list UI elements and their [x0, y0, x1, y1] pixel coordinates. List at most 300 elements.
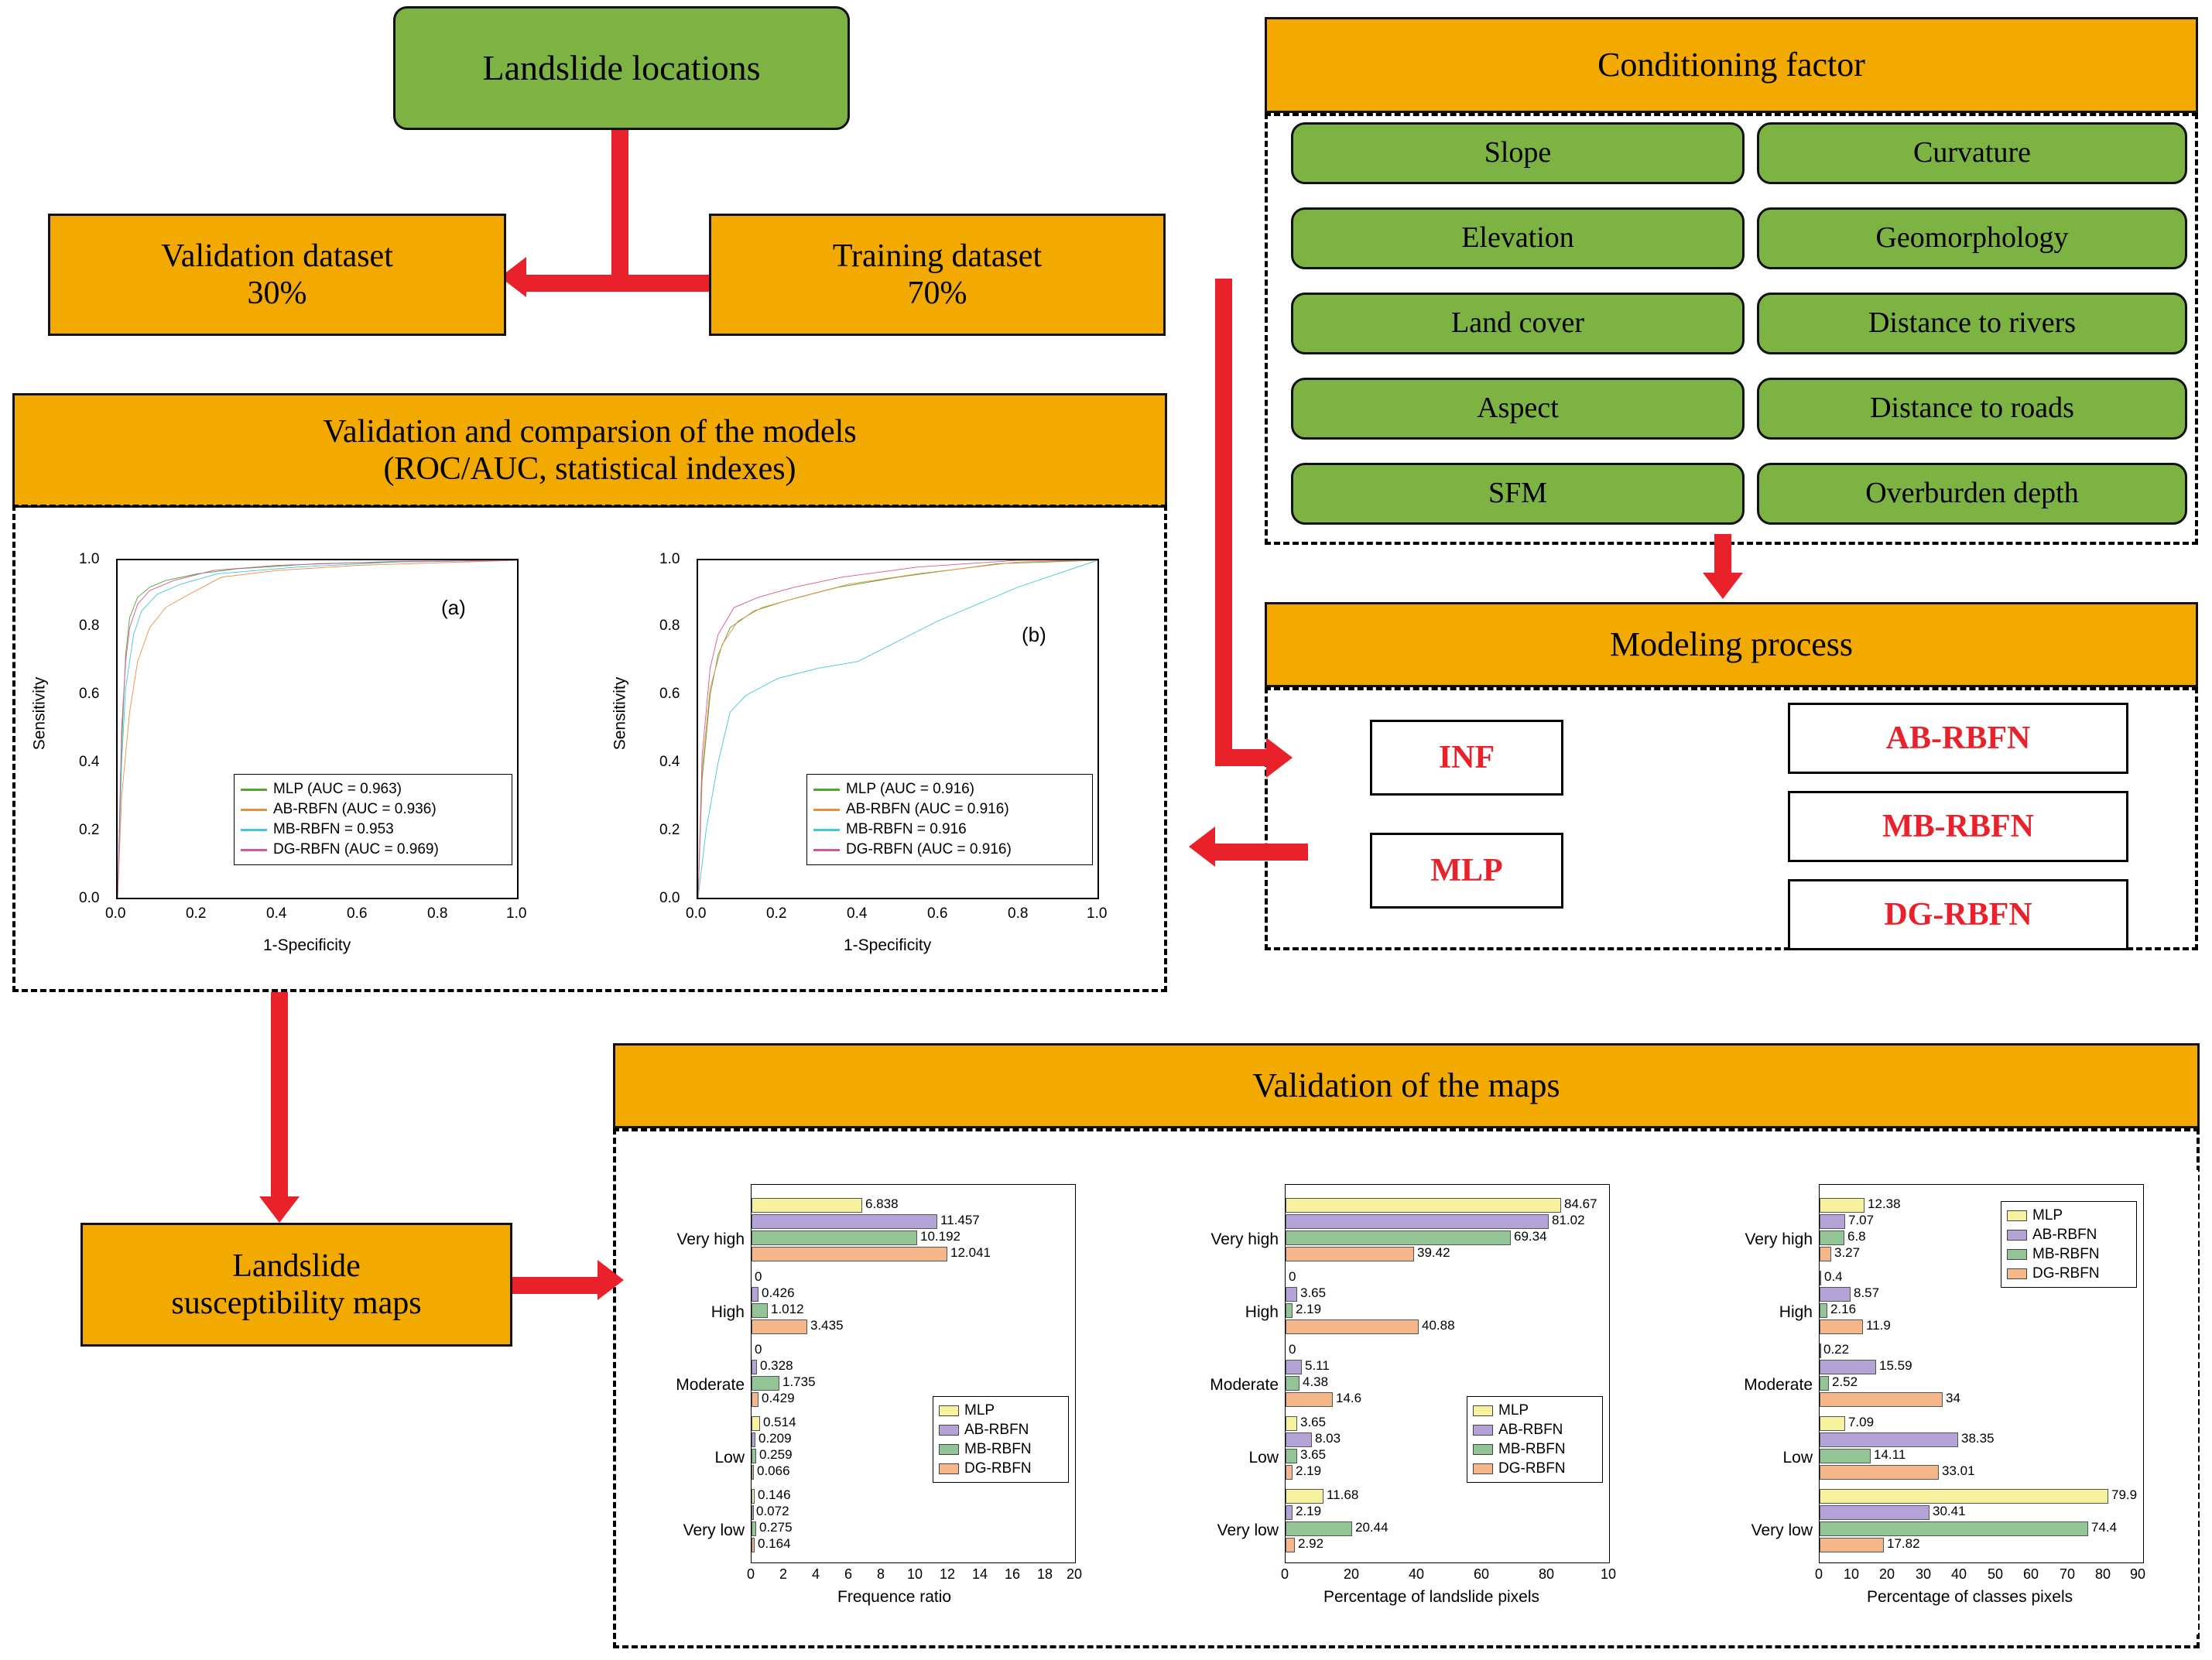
xtick: 20: [1879, 1566, 1895, 1582]
bar-dg: [752, 1247, 947, 1261]
legend-item: [939, 1401, 1063, 1420]
bar-value: 2.19: [1296, 1302, 1322, 1316]
legend-item: [813, 799, 1086, 820]
chart-classes-pixels: [1703, 1170, 2198, 1634]
bar-value: 0.164: [758, 1536, 791, 1551]
roc-b-xtick-2: 0.4: [847, 905, 868, 922]
legend-swatch-ab: [1473, 1425, 1493, 1436]
frequence-ratio-xlabel: Frequence ratio: [837, 1588, 952, 1606]
xtick: 0: [1281, 1566, 1289, 1582]
factor-aspect[interactable]: [1291, 378, 1745, 440]
bar-value: 3.435: [810, 1318, 844, 1333]
bar-ab: [752, 1432, 755, 1447]
factor-label: Elevation: [1461, 221, 1574, 255]
validation-comparison-line2: (ROC/AUC, statistical indexes): [383, 451, 796, 487]
arrowhead-training-to-modeling: [1266, 738, 1293, 778]
bar-value: 1.012: [771, 1302, 804, 1316]
bar-mlp: [1286, 1198, 1561, 1213]
training-dataset-pct: 70%: [907, 276, 967, 311]
bar-value: 0.259: [759, 1447, 793, 1462]
legend-swatch-dg: [241, 849, 267, 851]
model-inf[interactable]: [1370, 720, 1563, 796]
bar-value: 0: [755, 1342, 762, 1357]
bar-mb: [1820, 1303, 1827, 1318]
bar-mb: [1286, 1449, 1297, 1463]
xtick: 10: [1601, 1566, 1617, 1582]
roc-a-xtick-0: 0.0: [105, 905, 126, 922]
bar-ab: [1286, 1287, 1297, 1302]
factor-label: SFM: [1488, 477, 1548, 510]
node-training-dataset[interactable]: [709, 214, 1166, 336]
susceptibility-maps-line1: Landslide: [232, 1248, 361, 1284]
roc-a-panel-letter: (a): [441, 596, 466, 619]
bar-dg: [752, 1319, 807, 1334]
legend-label-mlp: MLP: [964, 1402, 995, 1419]
model-mb-rbfn[interactable]: [1788, 791, 2128, 862]
bar-value: 81.02: [1552, 1213, 1585, 1227]
xtick: 0: [747, 1566, 755, 1582]
xtick: 90: [2130, 1566, 2146, 1582]
arrow-modeling-to-validation: [1214, 844, 1308, 861]
bar-ab: [752, 1505, 754, 1520]
bar-value: 0.22: [1823, 1342, 1850, 1357]
legend-swatch-mb: [2007, 1249, 2027, 1260]
legend-label-ab: AB-RBFN (AUC = 0.936): [273, 801, 437, 817]
bar-mb: [752, 1230, 917, 1245]
bar-mb: [752, 1521, 756, 1536]
bar-mb: [752, 1303, 768, 1318]
legend-item: [2007, 1264, 2131, 1283]
bar-value: 33.01: [1942, 1463, 1975, 1478]
cat-label-very-high: Very high: [676, 1230, 745, 1248]
validation-dataset-pct: 30%: [247, 276, 307, 311]
legend-item: [939, 1420, 1063, 1439]
bar-value: 7.07: [1848, 1213, 1875, 1227]
legend-label-mb: MB-RBFN = 0.916: [846, 821, 967, 837]
landslide-locations-label: Landslide locations: [482, 47, 761, 87]
bar-value: 0.328: [760, 1358, 793, 1373]
legend-label-dg: DG-RBFN (AUC = 0.916): [846, 841, 1012, 857]
bar-dg: [1820, 1247, 1831, 1261]
roc-a-ytick-4: 0.8: [79, 618, 100, 634]
bar-mb: [1286, 1303, 1293, 1318]
frequence-ratio-legend: [933, 1396, 1069, 1483]
legend-swatch-mlp: [939, 1405, 959, 1416]
legend-label-mb: MB-RBFN: [2032, 1245, 2100, 1262]
xtick: 12: [940, 1566, 956, 1582]
roc-b-ytick-3: 0.6: [659, 686, 680, 702]
model-ab-rbfn[interactable]: [1788, 703, 2128, 774]
roc-b-xtick-1: 0.2: [766, 905, 787, 922]
legend-label-ab: AB-RBFN: [1498, 1421, 1563, 1438]
roc-a-xlabel: 1-Specificity: [263, 936, 351, 954]
roc-chart-a: [31, 542, 565, 983]
node-landslide-susceptibility-maps[interactable]: [80, 1223, 512, 1347]
bar-value: 0.146: [758, 1487, 791, 1502]
bar-ab: [752, 1214, 937, 1229]
factor-label: Geomorphology: [1875, 221, 2069, 255]
bar-ab: [752, 1287, 758, 1302]
node-validation-comparison[interactable]: [12, 393, 1167, 508]
bar-mb: [1286, 1521, 1352, 1536]
legend-item: [1473, 1420, 1597, 1439]
bar-value: 84.67: [1564, 1196, 1597, 1211]
legend-swatch-mb: [939, 1444, 959, 1455]
bar-value: 0: [1289, 1342, 1296, 1357]
legend-label-mb: MB-RBFN: [1498, 1440, 1566, 1457]
legend-item: [939, 1459, 1063, 1478]
validation-dataset-label: Validation dataset: [161, 238, 393, 274]
legend-label-dg: DG-RBFN: [2032, 1265, 2100, 1282]
factor-distance-to-roads[interactable]: [1757, 378, 2187, 440]
bar-mb: [752, 1449, 756, 1463]
bar-mb: [1820, 1449, 1871, 1463]
xtick: 80: [2095, 1566, 2111, 1582]
roc-a-xtick-1: 0.2: [186, 905, 207, 922]
roc-b-xtick-0: 0.0: [686, 905, 707, 922]
factor-elevation[interactable]: [1291, 207, 1745, 269]
xtick: 18: [1037, 1566, 1053, 1582]
bar-ab: [1286, 1505, 1293, 1520]
bar-value: 2.19: [1296, 1504, 1322, 1518]
cat-label-low: Low: [714, 1449, 745, 1467]
cat-label-very-low: Very low: [683, 1521, 745, 1539]
bar-mlp: [1286, 1489, 1323, 1504]
legend-item: [241, 779, 505, 799]
bar-value: 0: [1289, 1269, 1296, 1284]
factor-curvature[interactable]: [1757, 122, 2187, 184]
legend-swatch-ab: [2007, 1230, 2027, 1241]
roc-b-ytick-0: 0.0: [659, 890, 680, 906]
bar-mb: [1820, 1376, 1829, 1391]
roc-a-xtick-3: 0.6: [347, 905, 368, 922]
bar-mlp: [1820, 1416, 1845, 1431]
model-label: MLP: [1430, 852, 1503, 888]
factor-label: Distance to roads: [1870, 392, 2074, 425]
bar-value: 6.8: [1847, 1229, 1866, 1244]
model-label: INF: [1438, 739, 1495, 775]
legend-item: [813, 779, 1086, 799]
legend-item: [241, 840, 505, 860]
roc-chart-b: [611, 542, 1145, 983]
model-dg-rbfn[interactable]: [1788, 879, 2128, 950]
roc-b-xtick-3: 0.6: [927, 905, 948, 922]
xtick: 10: [1844, 1566, 1860, 1582]
legend-label-ab: AB-RBFN: [2032, 1226, 2097, 1243]
legend-label-mlp: MLP (AUC = 0.916): [846, 781, 974, 797]
bar-dg: [1820, 1319, 1863, 1334]
cat-label-moderate: Moderate: [1210, 1376, 1279, 1394]
bar-mlp: [752, 1416, 760, 1431]
bar-ab: [1820, 1505, 1930, 1520]
bar-ab: [1820, 1287, 1851, 1302]
classes-pixels-legend: [2001, 1201, 2137, 1288]
roc-b-panel-letter: (b): [1022, 623, 1046, 646]
bar-value: 0.072: [756, 1504, 789, 1518]
bar-mlp: [1820, 1343, 1821, 1358]
arrow-locations-down: [611, 130, 628, 285]
cat-label-very-low: Very low: [1751, 1521, 1813, 1539]
bar-value: 0.066: [757, 1463, 790, 1478]
roc-a-ytick-3: 0.6: [79, 686, 100, 702]
cat-label-high: High: [711, 1303, 745, 1321]
bar-mlp: [1820, 1198, 1864, 1213]
bar-mlp: [1820, 1489, 2108, 1504]
bar-value: 3.27: [1834, 1245, 1861, 1260]
xtick: 8: [877, 1566, 885, 1582]
bar-value: 0.209: [758, 1431, 792, 1446]
bar-value: 34: [1946, 1391, 1960, 1405]
bar-value: 17.82: [1887, 1536, 1920, 1551]
bar-dg: [752, 1392, 758, 1407]
xtick: 14: [972, 1566, 988, 1582]
validation-comparison-line1: Validation and comparsion of the models: [323, 413, 857, 450]
bar-value: 8.03: [1315, 1431, 1341, 1446]
roc-a-ytick-0: 0.0: [79, 890, 100, 906]
bar-value: 12.041: [950, 1245, 991, 1260]
xtick: 40: [1409, 1566, 1425, 1582]
legend-label-mlp: MLP: [1498, 1402, 1529, 1419]
bar-dg: [1820, 1392, 1943, 1407]
bar-value: 12.38: [1868, 1196, 1901, 1211]
bar-value: 14.6: [1336, 1391, 1362, 1405]
bar-value: 0.4: [1824, 1269, 1843, 1284]
bar-value: 3.65: [1300, 1285, 1327, 1300]
legend-swatch-dg: [813, 849, 840, 851]
bar-value: 15.59: [1879, 1358, 1912, 1373]
arrowhead-factors-to-modeling: [1703, 573, 1743, 599]
cat-label-very-high: Very high: [1745, 1230, 1813, 1248]
legend-swatch-dg: [2007, 1268, 2027, 1279]
legend-item: [1473, 1401, 1597, 1420]
roc-b-xlabel: 1-Specificity: [844, 936, 932, 954]
roc-b-ylabel: Sensitivity: [611, 676, 629, 751]
legend-swatch-mlp: [2007, 1210, 2027, 1221]
bar-value: 5.11: [1305, 1358, 1330, 1373]
bar-ab: [1820, 1432, 1958, 1447]
bar-value: 4.38: [1303, 1374, 1329, 1389]
legend-label-mlp: MLP (AUC = 0.963): [273, 781, 402, 797]
factor-overburden-depth[interactable]: [1757, 463, 2187, 525]
bar-ab: [1286, 1432, 1312, 1447]
cat-label-very-high: Very high: [1210, 1230, 1279, 1248]
xtick: 2: [779, 1566, 788, 1582]
cat-label-high: High: [1779, 1303, 1813, 1321]
cat-label-moderate: Moderate: [676, 1376, 745, 1394]
bar-value: 1.735: [782, 1374, 816, 1389]
bar-mb: [1286, 1230, 1511, 1245]
model-label: AB-RBFN: [1885, 720, 2031, 756]
arrow-maps-to-validation: [512, 1277, 605, 1294]
conditioning-factor-label: Conditioning factor: [1597, 45, 1865, 84]
legend-label-dg: DG-RBFN: [1498, 1460, 1566, 1477]
bar-value: 2.92: [1298, 1536, 1324, 1551]
node-modeling-process-header[interactable]: [1265, 602, 2198, 687]
xtick: 20: [1344, 1566, 1360, 1582]
roc-a-xtick-2: 0.4: [266, 905, 287, 922]
bar-value: 0.429: [762, 1391, 795, 1405]
xtick: 4: [812, 1566, 820, 1582]
roc-a-ytick-2: 0.4: [79, 754, 100, 770]
validation-maps-label: Validation of the maps: [1252, 1066, 1560, 1104]
bar-value: 7.09: [1848, 1415, 1875, 1429]
cat-label-moderate: Moderate: [1744, 1376, 1813, 1394]
legend-item: [241, 820, 505, 840]
legend-swatch-mb: [1473, 1444, 1493, 1455]
bar-value: 79.9: [2111, 1487, 2138, 1502]
bar-dg: [1286, 1247, 1414, 1261]
legend-label-dg: DG-RBFN: [964, 1460, 1032, 1477]
factor-slope[interactable]: [1291, 122, 1745, 184]
xtick: 50: [1988, 1566, 2004, 1582]
legend-label-dg: DG-RBFN (AUC = 0.969): [273, 841, 439, 857]
bar-value: 39.42: [1417, 1245, 1450, 1260]
bar-ab: [1286, 1214, 1549, 1229]
bar-value: 69.34: [1514, 1229, 1547, 1244]
legend-swatch-ab: [241, 809, 267, 811]
bar-value: 0.275: [759, 1520, 793, 1535]
legend-item: [1473, 1439, 1597, 1459]
legend-item: [1473, 1459, 1597, 1478]
bar-value: 11.457: [940, 1213, 980, 1227]
legend-swatch-mb: [813, 829, 840, 831]
xtick: 20: [1067, 1566, 1083, 1582]
factor-distance-to-rivers[interactable]: [1757, 293, 2187, 354]
xtick: 6: [844, 1566, 853, 1582]
bar-dg: [752, 1465, 754, 1480]
modeling-process-label: Modeling process: [1609, 625, 1854, 663]
bar-ab: [1820, 1214, 1845, 1229]
bar-dg: [1286, 1538, 1295, 1552]
factor-label: Overburden depth: [1865, 477, 2079, 510]
legend-item: [813, 820, 1086, 840]
cat-label-high: High: [1245, 1303, 1279, 1321]
factor-label: Aspect: [1477, 392, 1559, 425]
landslide-pixels-legend: [1467, 1396, 1603, 1483]
xtick: 60: [1474, 1566, 1490, 1582]
cat-label-low: Low: [1782, 1449, 1813, 1467]
legend-item: [2007, 1225, 2131, 1244]
arrow-to-susceptibility-maps: [271, 992, 288, 1207]
chart-landslide-pixels: [1169, 1170, 1664, 1634]
node-landslide-locations[interactable]: [393, 6, 850, 130]
bar-value: 11.9: [1866, 1318, 1891, 1333]
factor-sfm[interactable]: [1291, 463, 1745, 525]
legend-item: [241, 799, 505, 820]
roc-a-ytick-1: 0.2: [79, 822, 100, 838]
susceptibility-maps-line2: susceptibility maps: [171, 1285, 422, 1321]
model-mlp[interactable]: [1370, 833, 1563, 909]
xtick: 60: [2023, 1566, 2039, 1582]
bar-dg: [1820, 1465, 1939, 1480]
factor-geomorphology[interactable]: [1757, 207, 2187, 269]
bar-mlp: [752, 1489, 755, 1504]
bar-value: 14.11: [1874, 1447, 1906, 1462]
bar-ab: [752, 1360, 757, 1374]
bar-value: 8.57: [1854, 1285, 1880, 1300]
bar-value: 3.65: [1300, 1447, 1327, 1462]
xtick: 70: [2060, 1566, 2076, 1582]
arrow-split-horizontal: [520, 275, 712, 292]
xtick: 80: [1539, 1566, 1555, 1582]
legend-label-ab: AB-RBFN: [964, 1421, 1029, 1438]
factor-label: Curvature: [1913, 136, 2031, 169]
legend-item: [2007, 1244, 2131, 1264]
legend-swatch-mlp: [241, 789, 267, 791]
bar-mb: [1820, 1230, 1844, 1245]
bar-value: 20.44: [1355, 1520, 1388, 1535]
model-label: MB-RBFN: [1882, 808, 2034, 844]
roc-a-xtick-4: 0.8: [427, 905, 448, 922]
legend-item: [2007, 1206, 2131, 1225]
model-label: DG-RBFN: [1884, 896, 2032, 933]
roc-b-ytick-2: 0.4: [659, 754, 680, 770]
node-validation-dataset[interactable]: [48, 214, 506, 336]
chart-frequence-ratio: [635, 1170, 1130, 1634]
bar-value: 2.19: [1296, 1463, 1322, 1478]
bar-dg: [1286, 1465, 1293, 1480]
bar-value: 11.68: [1327, 1487, 1359, 1502]
legend-label-mlp: MLP: [2032, 1206, 2063, 1224]
legend-item: [939, 1439, 1063, 1459]
legend-swatch-dg: [939, 1463, 959, 1474]
xtick: 40: [1951, 1566, 1967, 1582]
bar-ab: [1286, 1360, 1302, 1374]
bar-value: 40.88: [1422, 1318, 1455, 1333]
cat-label-low: Low: [1248, 1449, 1279, 1467]
bar-value: 0.426: [762, 1285, 795, 1300]
bar-value: 38.35: [1961, 1431, 1995, 1446]
bar-value: 3.65: [1300, 1415, 1327, 1429]
legend-item: [813, 840, 1086, 860]
training-dataset-label: Training dataset: [832, 238, 1043, 274]
roc-b-ytick-5: 1.0: [659, 551, 680, 567]
bar-value: 0.514: [763, 1415, 796, 1429]
landslide-pixels-xlabel: Percentage of landslide pixels: [1323, 1588, 1540, 1606]
bar-mb: [1286, 1376, 1299, 1391]
bar-value: 0: [755, 1269, 762, 1284]
bar-dg: [1286, 1392, 1333, 1407]
bar-dg: [1286, 1319, 1419, 1334]
roc-b-ytick-1: 0.2: [659, 822, 680, 838]
legend-swatch-mlp: [1473, 1405, 1493, 1416]
node-conditioning-factor-header[interactable]: [1265, 17, 2198, 113]
roc-b-ytick-4: 0.8: [659, 618, 680, 634]
bar-mb: [752, 1376, 779, 1391]
bar-mb: [1820, 1521, 2088, 1536]
xtick: 30: [1916, 1566, 1932, 1582]
xtick: 0: [1815, 1566, 1823, 1582]
roc-b-xtick-5: 1.0: [1087, 905, 1108, 922]
xtick: 10: [907, 1566, 923, 1582]
legend-swatch-mlp: [813, 789, 840, 791]
roc-b-xtick-4: 0.8: [1008, 905, 1029, 922]
roc-a-legend: [234, 774, 512, 865]
node-validation-maps-header[interactable]: [613, 1043, 2200, 1128]
bar-value: 30.41: [1933, 1504, 1966, 1518]
bar-mlp: [1286, 1416, 1297, 1431]
roc-a-xtick-5: 1.0: [506, 905, 527, 922]
cat-label-very-low: Very low: [1217, 1521, 1279, 1539]
legend-label-mb: MB-RBFN = 0.953: [273, 821, 394, 837]
xtick: 16: [1005, 1566, 1021, 1582]
legend-swatch-mb: [241, 829, 267, 831]
factor-label: Slope: [1484, 136, 1552, 169]
arrow-training-down: [1215, 279, 1232, 758]
arrowhead-to-susceptibility-maps: [259, 1196, 300, 1223]
factor-land-cover[interactable]: [1291, 293, 1745, 354]
bar-ab: [1820, 1360, 1876, 1374]
